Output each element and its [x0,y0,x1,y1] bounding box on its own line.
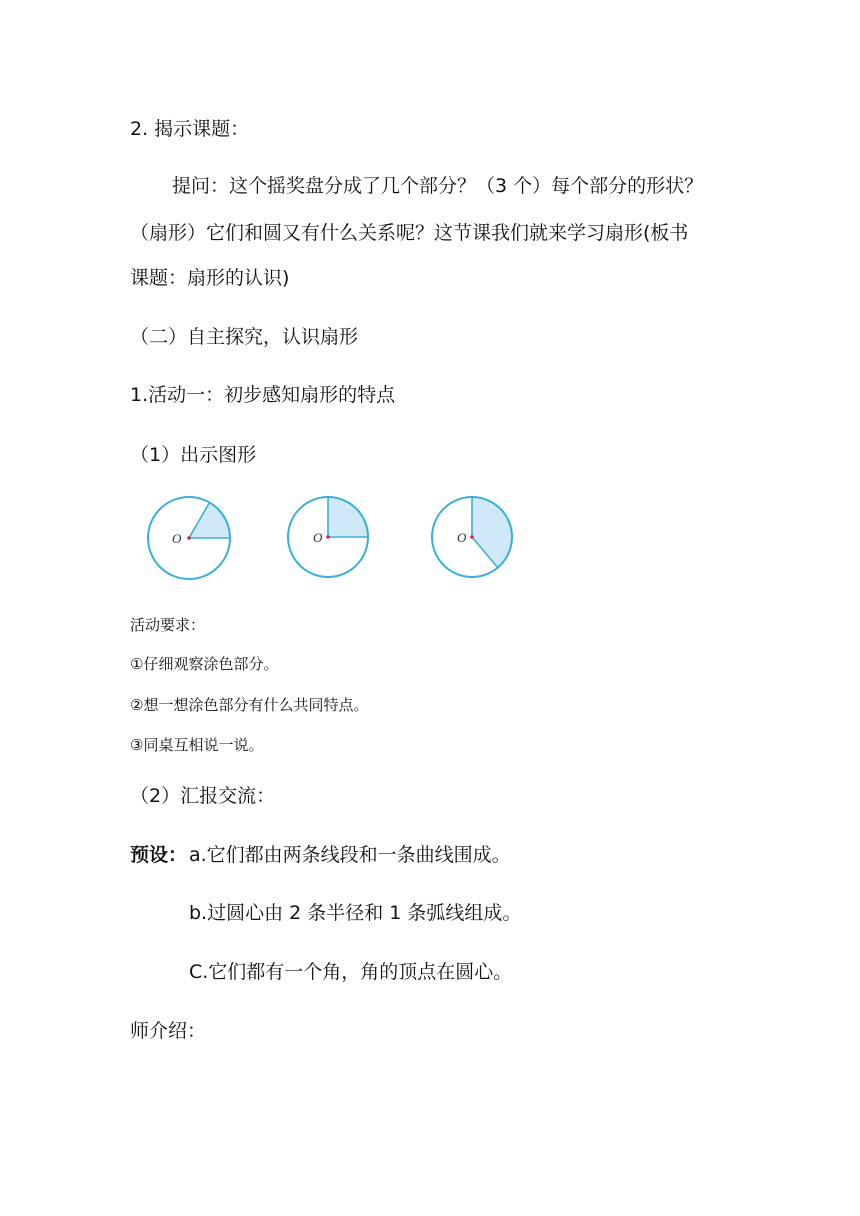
center-dot [470,535,474,539]
preset-a: a.它们都由两条线段和一条曲线围成。 [189,844,511,866]
activity-one-heading: 1.活动一：初步感知扇形的特点 [130,384,396,406]
question-line-2: （扇形）它们和圆又有什么关系呢？这节课我们就来学习扇形(板书 [130,222,689,244]
section-heading-explore: （二）自主探究，认识扇形 [130,326,359,348]
step-report-exchange: （2）汇报交流： [130,785,276,807]
center-label: O [313,530,323,545]
question-line-1: 提问：这个摇奖盘分成了几个部分？（3 个）每个部分的形状？ [172,175,704,197]
question-line-3: 课题：扇形的认识) [130,267,290,289]
step-show-figures: （1）出示图形 [130,444,257,466]
sector-figure-2 [286,495,376,589]
sector-diagram-140 [431,495,521,585]
center-dot [187,536,191,540]
shaded-sector [189,502,230,538]
teacher-introduction: 师介绍： [130,1020,207,1042]
preset-b: b.过圆心由 2 条半径和 1 条弧线组成。 [189,902,522,924]
center-label: O [172,531,182,546]
center-label: O [457,530,467,545]
requirements-title: 活动要求： [130,616,206,634]
preset-label: 预设： [130,844,188,866]
heading-reveal-topic: 2. 揭示课题： [130,118,250,140]
preset-c: C.它们都有一个角，角的顶点在圆心。 [189,961,513,983]
requirement-item: ②想一想涂色部分有什么共同特点。 [130,696,369,714]
requirement-item: ①仔细观察涂色部分。 [130,655,279,673]
sector-figure-1 [145,495,235,589]
sector-diagram-90 [286,495,376,585]
requirement-item: ③同桌互相说一说。 [130,736,264,754]
sector-diagram-60 [145,495,235,585]
sector-figure-3 [431,495,521,589]
center-dot [326,535,330,539]
